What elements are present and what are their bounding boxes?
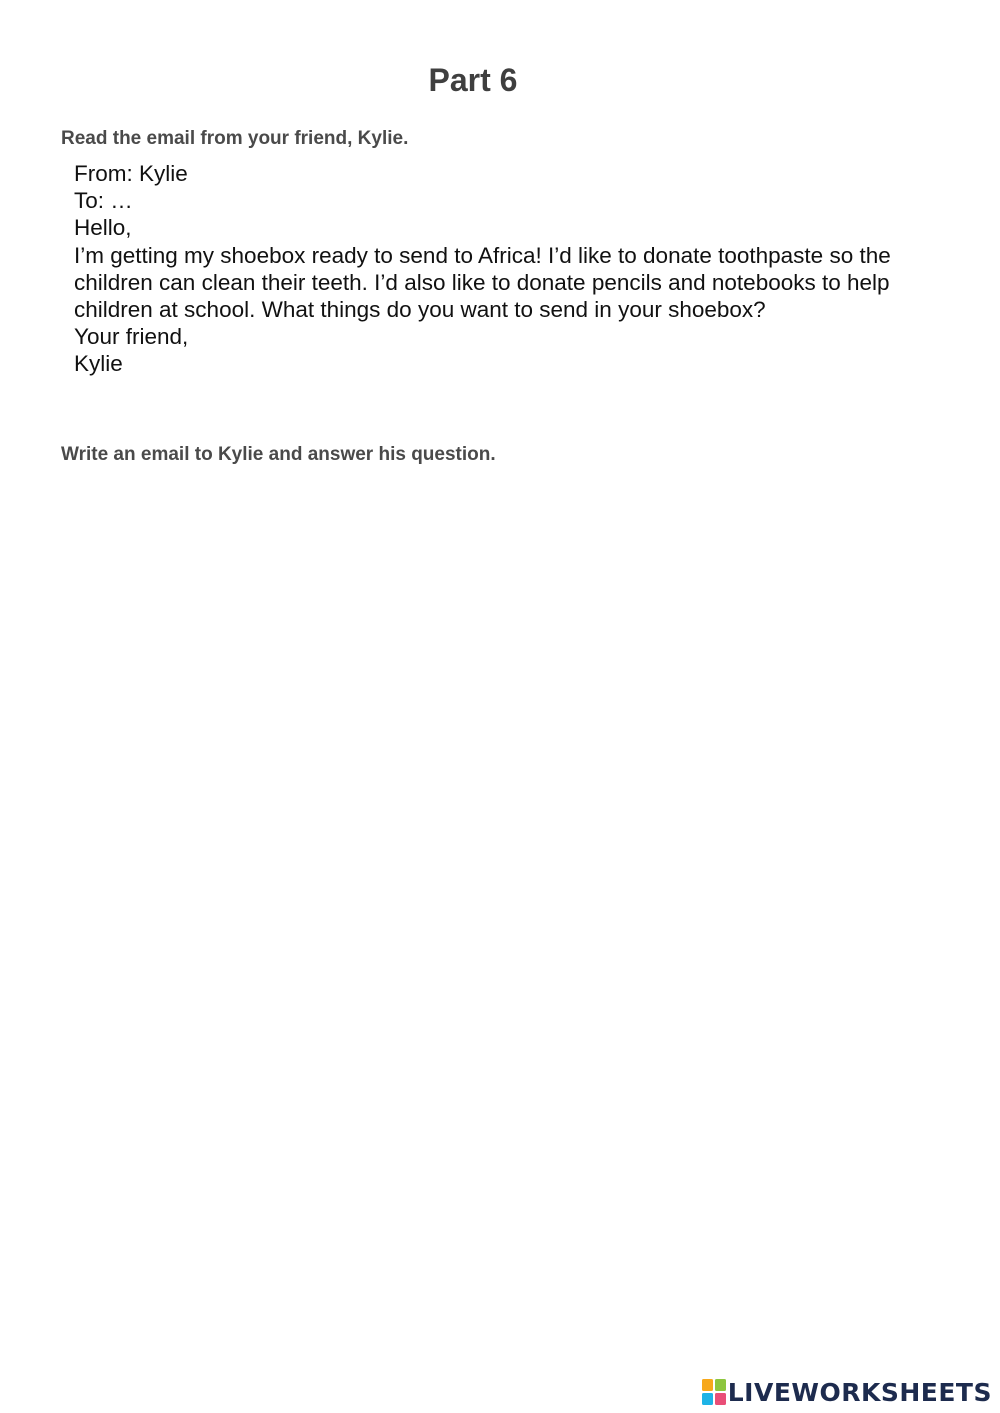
liveworksheets-brand: LIVEWORKSHEETS: [727, 1377, 992, 1407]
read-instruction: Read the email from your friend, Kylie.: [61, 128, 409, 149]
page-title: Part 6: [428, 62, 518, 98]
email-message: [74, 160, 954, 378]
email-from: From: Kylie: [74, 161, 188, 186]
email-greeting: Hello,: [74, 215, 132, 241]
liveworksheets-footer: [702, 1377, 992, 1407]
liveworksheets-logo-icon: [702, 1379, 726, 1405]
write-instruction: Write an email to Kylie and answer his question.: [61, 444, 496, 465]
email-signature: Kylie: [74, 351, 123, 377]
email-closing: Your friend,: [74, 324, 189, 350]
email-body: I’m getting my shoebox ready to send to Africa! I’d like to donate toothpaste so the children can clean their teeth. I’d also like to donate pencils and notebooks to help children at school. What things do you want to send in your shoebox?: [74, 242, 891, 323]
email-to: To: …: [74, 188, 133, 214]
